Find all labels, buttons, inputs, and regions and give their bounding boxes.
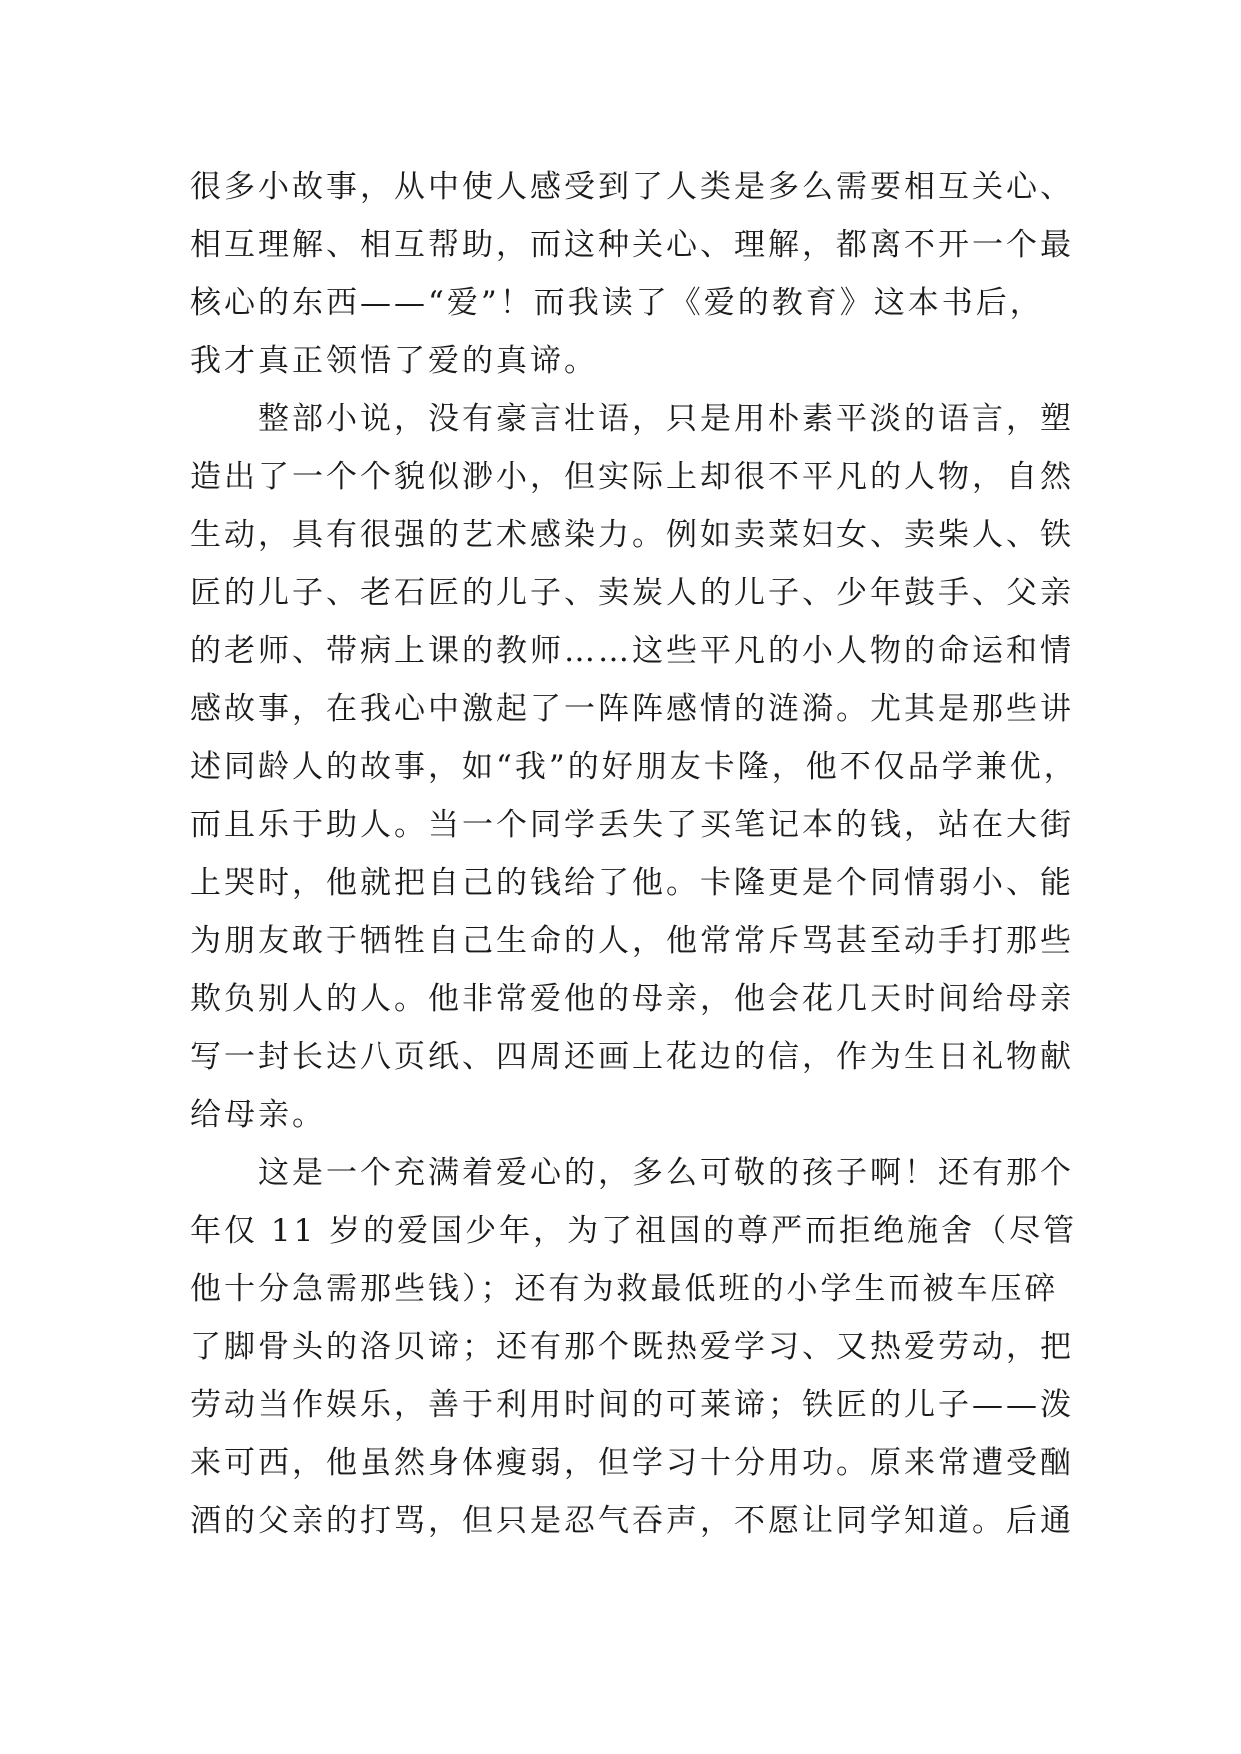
body-text [190, 158, 1078, 1550]
text-line: 很多小故事，从中使人感受到了人类是多么需要相互关心、 [190, 169, 1074, 205]
text-line: 匠的儿子、老石匠的儿子、卖炭人的儿子、少年鼓手、父亲 [190, 575, 1074, 611]
text-line: 感故事，在我心中激起了一阵阵感情的涟漪。尤其是那些讲 [190, 691, 1074, 727]
text-line: 的老师、带病上课的教师……这些平凡的小人物的命运和情 [190, 633, 1074, 669]
text-line: 他十分急需那些钱）；还有为救最低班的小学生而被车压碎 [190, 1271, 1059, 1307]
text-line: 酒的父亲的打骂，但只是忍气吞声，不愿让同学知道。后通 [190, 1503, 1074, 1539]
text-line: 述同龄人的故事，如“我”的好朋友卡隆，他不仅品学兼优， [190, 749, 1078, 785]
text-line: 劳动当作娱乐，善于利用时间的可莱谛；铁匠的儿子——泼 [190, 1387, 1074, 1423]
text-line: 而且乐于助人。当一个同学丢失了买笔记本的钱，站在大街 [190, 807, 1074, 843]
text-line: 年仅 11 岁的爱国少年，为了祖国的尊严而拒绝施舍（尽管 [190, 1213, 1078, 1249]
text-line: 这是一个充满着爱心的，多么可敬的孩子啊！还有那个 [258, 1155, 1074, 1191]
text-line: 整部小说，没有豪言壮语，只是用朴素平淡的语言，塑 [258, 401, 1074, 437]
text-line: 我才真正领悟了爱的真谛。 [190, 343, 598, 379]
text-line: 给母亲。 [190, 1097, 326, 1133]
text-line: 上哭时，他就把自己的钱给了他。卡隆更是个同情弱小、能 [190, 865, 1074, 901]
text-line: 写一封长达八页纸、四周还画上花边的信，作为生日礼物献 [190, 1039, 1074, 1075]
paragraph-1 [190, 158, 1074, 390]
text-line: 欺负别人的人。他非常爱他的母亲，他会花几天时间给母亲 [190, 981, 1074, 1017]
text-line: 来可西，他虽然身体瘦弱，但学习十分用功。原来常遭受酗 [190, 1445, 1074, 1481]
paragraph-2 [190, 390, 1078, 1144]
text-line: 生动，具有很强的艺术感染力。例如卖菜妇女、卖柴人、铁 [190, 517, 1074, 553]
text-line: 造出了一个个貌似渺小，但实际上却很不平凡的人物，自然 [190, 459, 1074, 495]
text-line: 相互理解、相互帮助，而这种关心、理解，都离不开一个最 [190, 227, 1074, 263]
text-line: 核心的东西——“爱”！而我读了《爱的教育》这本书后， [190, 285, 1044, 321]
text-line: 了脚骨头的洛贝谛；还有那个既热爱学习、又热爱劳动，把 [190, 1329, 1074, 1365]
text-line: 为朋友敢于牺牲自己生命的人，他常常斥骂甚至动手打那些 [190, 923, 1074, 959]
paragraph-3 [190, 1144, 1078, 1550]
